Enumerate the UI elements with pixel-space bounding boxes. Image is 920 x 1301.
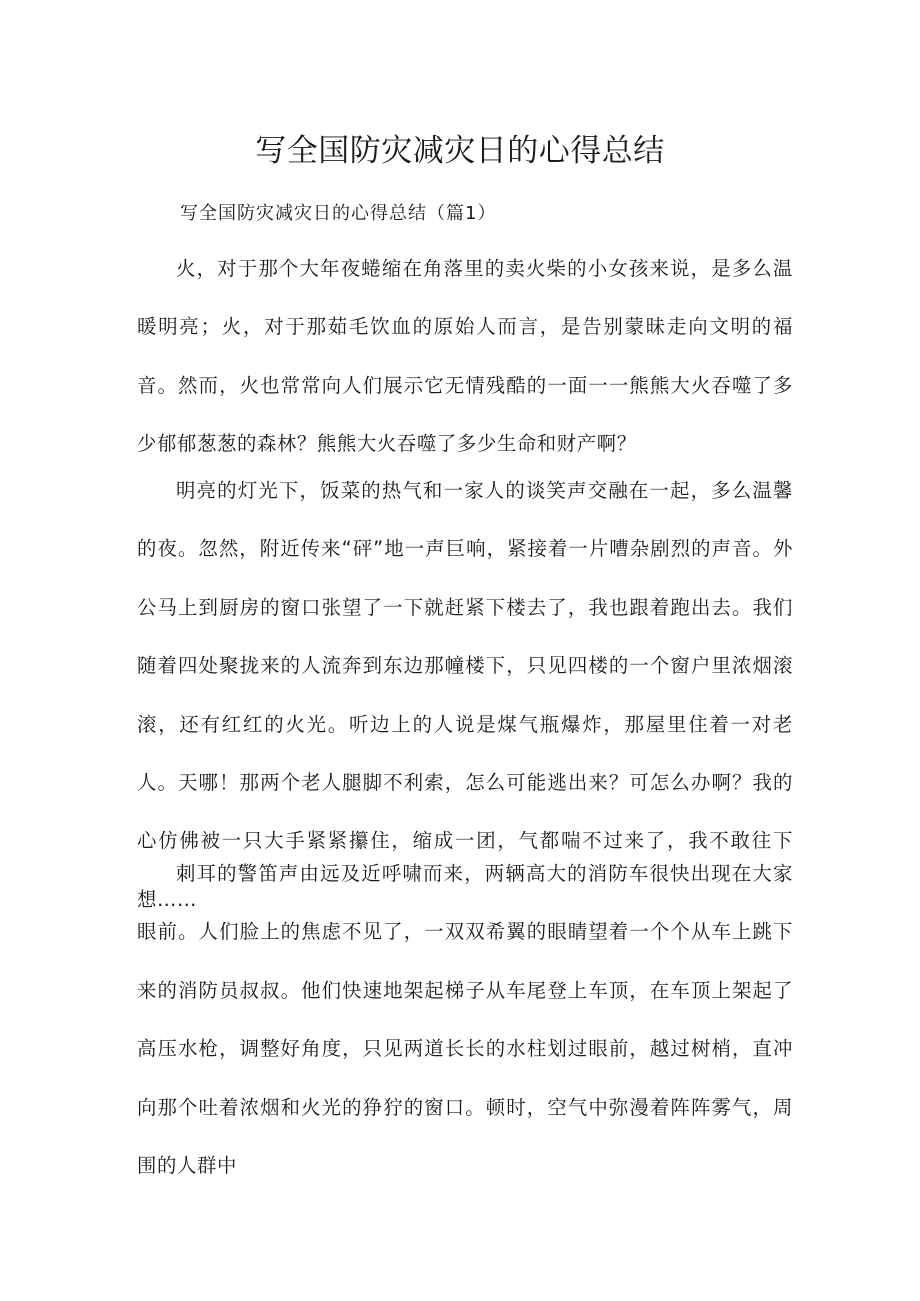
paragraph-1: 火，对于那个大年夜蜷缩在角落里的卖火柴的小女孩来说，是多么温暖明亮；火，对于那茹毛饮血的原始人而言，是告别蒙昧走向文明的福音。然而，火也常常向人们展示它无情残酷的一面一一熊熊大火吞噬了多少郁郁葱葱的森林？熊熊大火吞噬了多少生命和财产啊？: [137, 257, 793, 456]
paragraph-2: 明亮的灯光下，饭菜的热气和一家人的谈笑声交融在一起，多么温馨的夜。忽然，附近传来“砰”地一声巨响，紧接着一片嘈杂剧烈的声音。外公马上到厨房的窗口张望了一下就赶紧下楼去了，我也跟着跑出去。我们随着四处聚拢来的人流奔到东边那幢楼下，只见四楼的一个窗户里浓烟滚滚，还有红红的火光。听边上的人说是煤气瓶爆炸，那屋里住着一对老人。天哪！那两个老人腿脚不利索，怎么可能逃出来？可怎么办啊？我的心仿佛被一只大手紧紧攥住，缩成一团，气都喘不过来了，我不敢往下想……: [137, 479, 793, 911]
document-title: 写全国防灾减灾日的心得总结: [255, 133, 665, 169]
section-heading: 写全国防灾减灾日的心得总结（篇1）: [180, 203, 497, 224]
paragraph-3: 刺耳的警笛声由远及近呼啸而来，两辆高大的消防车很快出现在大家眼前。人们脸上的焦虑不见了，一双双希翼的眼睛望着一个个从车上跳下来的消防员叔叔。他们快速地架起梯子从车尾登上车顶，在车顶上架起了高压水枪，调整好角度，只见两道长长的水柱划过眼前，越过树梢，直冲向那个吐着浓烟和火光的狰狞的窗口。顿时，空气中弥漫着阵阵雾气，周围的人群中: [137, 862, 793, 1178]
